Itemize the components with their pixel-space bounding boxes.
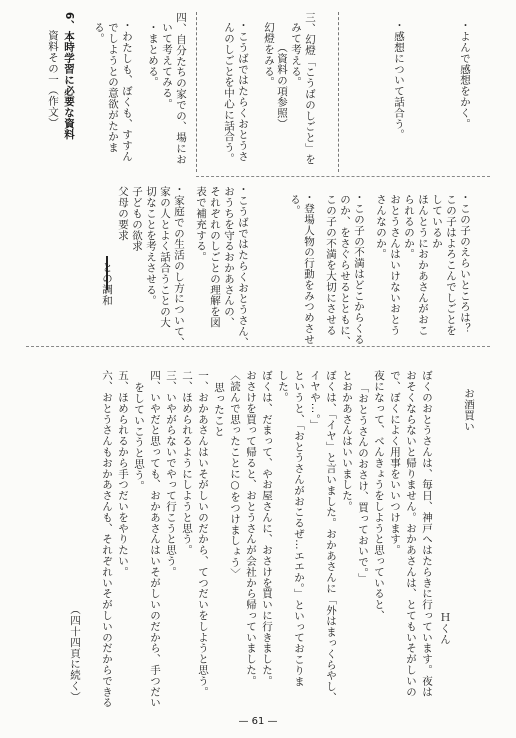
essay-line: ぼくのおとうさんは、毎日、神戸へはたらきに行っています。夜は (421, 370, 433, 697)
essay-line: 六、おとうさんもおかあさんも、それぞれいそがしいのだからできる (101, 370, 113, 708)
sec6-subheading: 資料その一（作文） (47, 30, 59, 129)
mid-left-line4: 表で補充する。 (195, 186, 207, 263)
mid-right-line5: られるのか。 (403, 194, 415, 260)
sec3-line3: （資料の項参照） (276, 42, 288, 130)
essay-line: した。 (277, 370, 289, 403)
mid-right-line2: この子はよろこんでしごとを (445, 194, 457, 336)
sec5-bullet2: ・感想について話合う。 (393, 20, 405, 140)
sec3-line2: みて考える。 (290, 22, 302, 88)
essay-line: をしていこうと思う。 (133, 382, 145, 491)
divider-sec3-sec4 (196, 12, 197, 172)
sec4-line4: ・わたしも、ぼくも、すすん (121, 20, 133, 162)
mid-left-line9: 父母の要求 (117, 186, 129, 241)
essay-line: 二、ほめられるようにしようと思う。 (181, 370, 193, 556)
sec4-line2: いて考えてみる。 (161, 22, 173, 110)
essay-line: 〈読んで思ったことに○をつけましょう〉 (229, 370, 241, 579)
essay-line: おそくならないと帰りません。おかあさんは、とてもいそがしいの (405, 370, 417, 697)
essay-line: 一、おかあさんはいそがしいのだから、てつだいをしようと思う。 (197, 370, 209, 697)
sec4-line6: る。 (93, 22, 105, 44)
mid-right-line7: さんなのか。 (375, 194, 387, 260)
sec3-line4: 幻燈をみる。 (263, 22, 275, 88)
divider-sec5-sec3 (338, 12, 339, 172)
essay-line: イヤや…。」 (309, 370, 321, 431)
mid-left-line7: 切なことを考えさせる。 (145, 186, 157, 306)
mid-left-line1: ・こうばではたらくおとうさん、 (237, 184, 249, 348)
mid-right-line6: おとうさんはいけないおとう (389, 194, 401, 336)
essay-author: Ｈくん (439, 612, 451, 645)
sec4-line1: 四、自分たちの家での、場にお (175, 12, 187, 165)
sec5-bullet1: ・よんで感想をかく。 (459, 20, 471, 129)
mid-right-line3: しているか (431, 194, 443, 249)
essay-title: お酒買い (463, 388, 475, 432)
mid-left-line3: それぞれのしごとの理解を図 (209, 186, 221, 328)
essay-line: ぼくは、だまって、やお屋さんに、おさけを買いに行きました。 (261, 370, 273, 687)
essay-line: というと、「おとうさんがおこるぜ…エエか。」といっておこりま (293, 370, 305, 687)
mid-right-line9: のか、をさぐらせるとともに、 (339, 194, 351, 347)
essay-line: とおかあさんはいいました。 (341, 370, 353, 512)
mid-right-line8: ・この子の不満はどこからくる (353, 192, 365, 345)
essay-line: おさけを買って帰ると、おとうさんが会社から帰っていました。 (245, 370, 257, 687)
mid-left-line2: おうちを守るおかあさんの、 (223, 186, 235, 328)
upper-middle-divider (196, 176, 490, 177)
middle-lower-divider (26, 346, 490, 347)
sec3-line6: んのしごとを中心に話合う。 (223, 22, 235, 164)
sec3-line5: ・こうばではたらくおとうさ (237, 20, 249, 162)
mid-left-line10: との調和 (101, 262, 113, 306)
essay-line: 夜になって、べんきょうをしようと思っていると、 (373, 370, 385, 621)
essay-line: 四、いやだと思っても、おかあさんはいそがしいのだから、手つだい (149, 370, 161, 708)
essay-line: で、ぼくによく用事をいいつけます。 (389, 370, 401, 556)
mid-left-line5: ・家庭での生活のし方について、 (173, 184, 185, 348)
mid-right-line10: この子の不満を大切にさせる (325, 194, 337, 336)
mid-left-line8: 子どもの欲求 (131, 186, 143, 252)
mid-left-line6: 家の人とよく話合うことの大 (159, 186, 171, 328)
mid-right-line11: ・登場人物の行動をみつめさせ (303, 192, 315, 345)
essay-line: ぼくは、「イヤ」と言いました。おかあさんに「外はまっくらやし、 (325, 370, 337, 703)
mid-right-line4: ほんとうにおかあさんがおこ (417, 194, 429, 336)
mid-right-line12: る。 (289, 194, 301, 216)
sec4-line3: ・まとめる。 (147, 22, 159, 88)
sec6-heading: 6、本時学習に必要な資料 (63, 12, 75, 140)
sec3-line1: 三、幻燈「こうばのしごと」を (304, 12, 316, 165)
mid-right-line1: ・この子のえらいところは？ (459, 192, 471, 334)
continued-note: （四十四頁に続く） (69, 604, 81, 703)
essay-line: 五、ほめられるから手つだいをやりたい。 (117, 370, 129, 578)
essay-line: 三、いやがらないでやって行こうと思う。 (165, 370, 177, 578)
sec4-line5: でしようとの意欲がたかま (107, 22, 119, 153)
essay-line: 「おとうさんのおさけ、買っておいで。」 (357, 382, 369, 584)
essay-line: 思ったこと (213, 382, 225, 437)
page-number: — 61 — (238, 716, 278, 727)
